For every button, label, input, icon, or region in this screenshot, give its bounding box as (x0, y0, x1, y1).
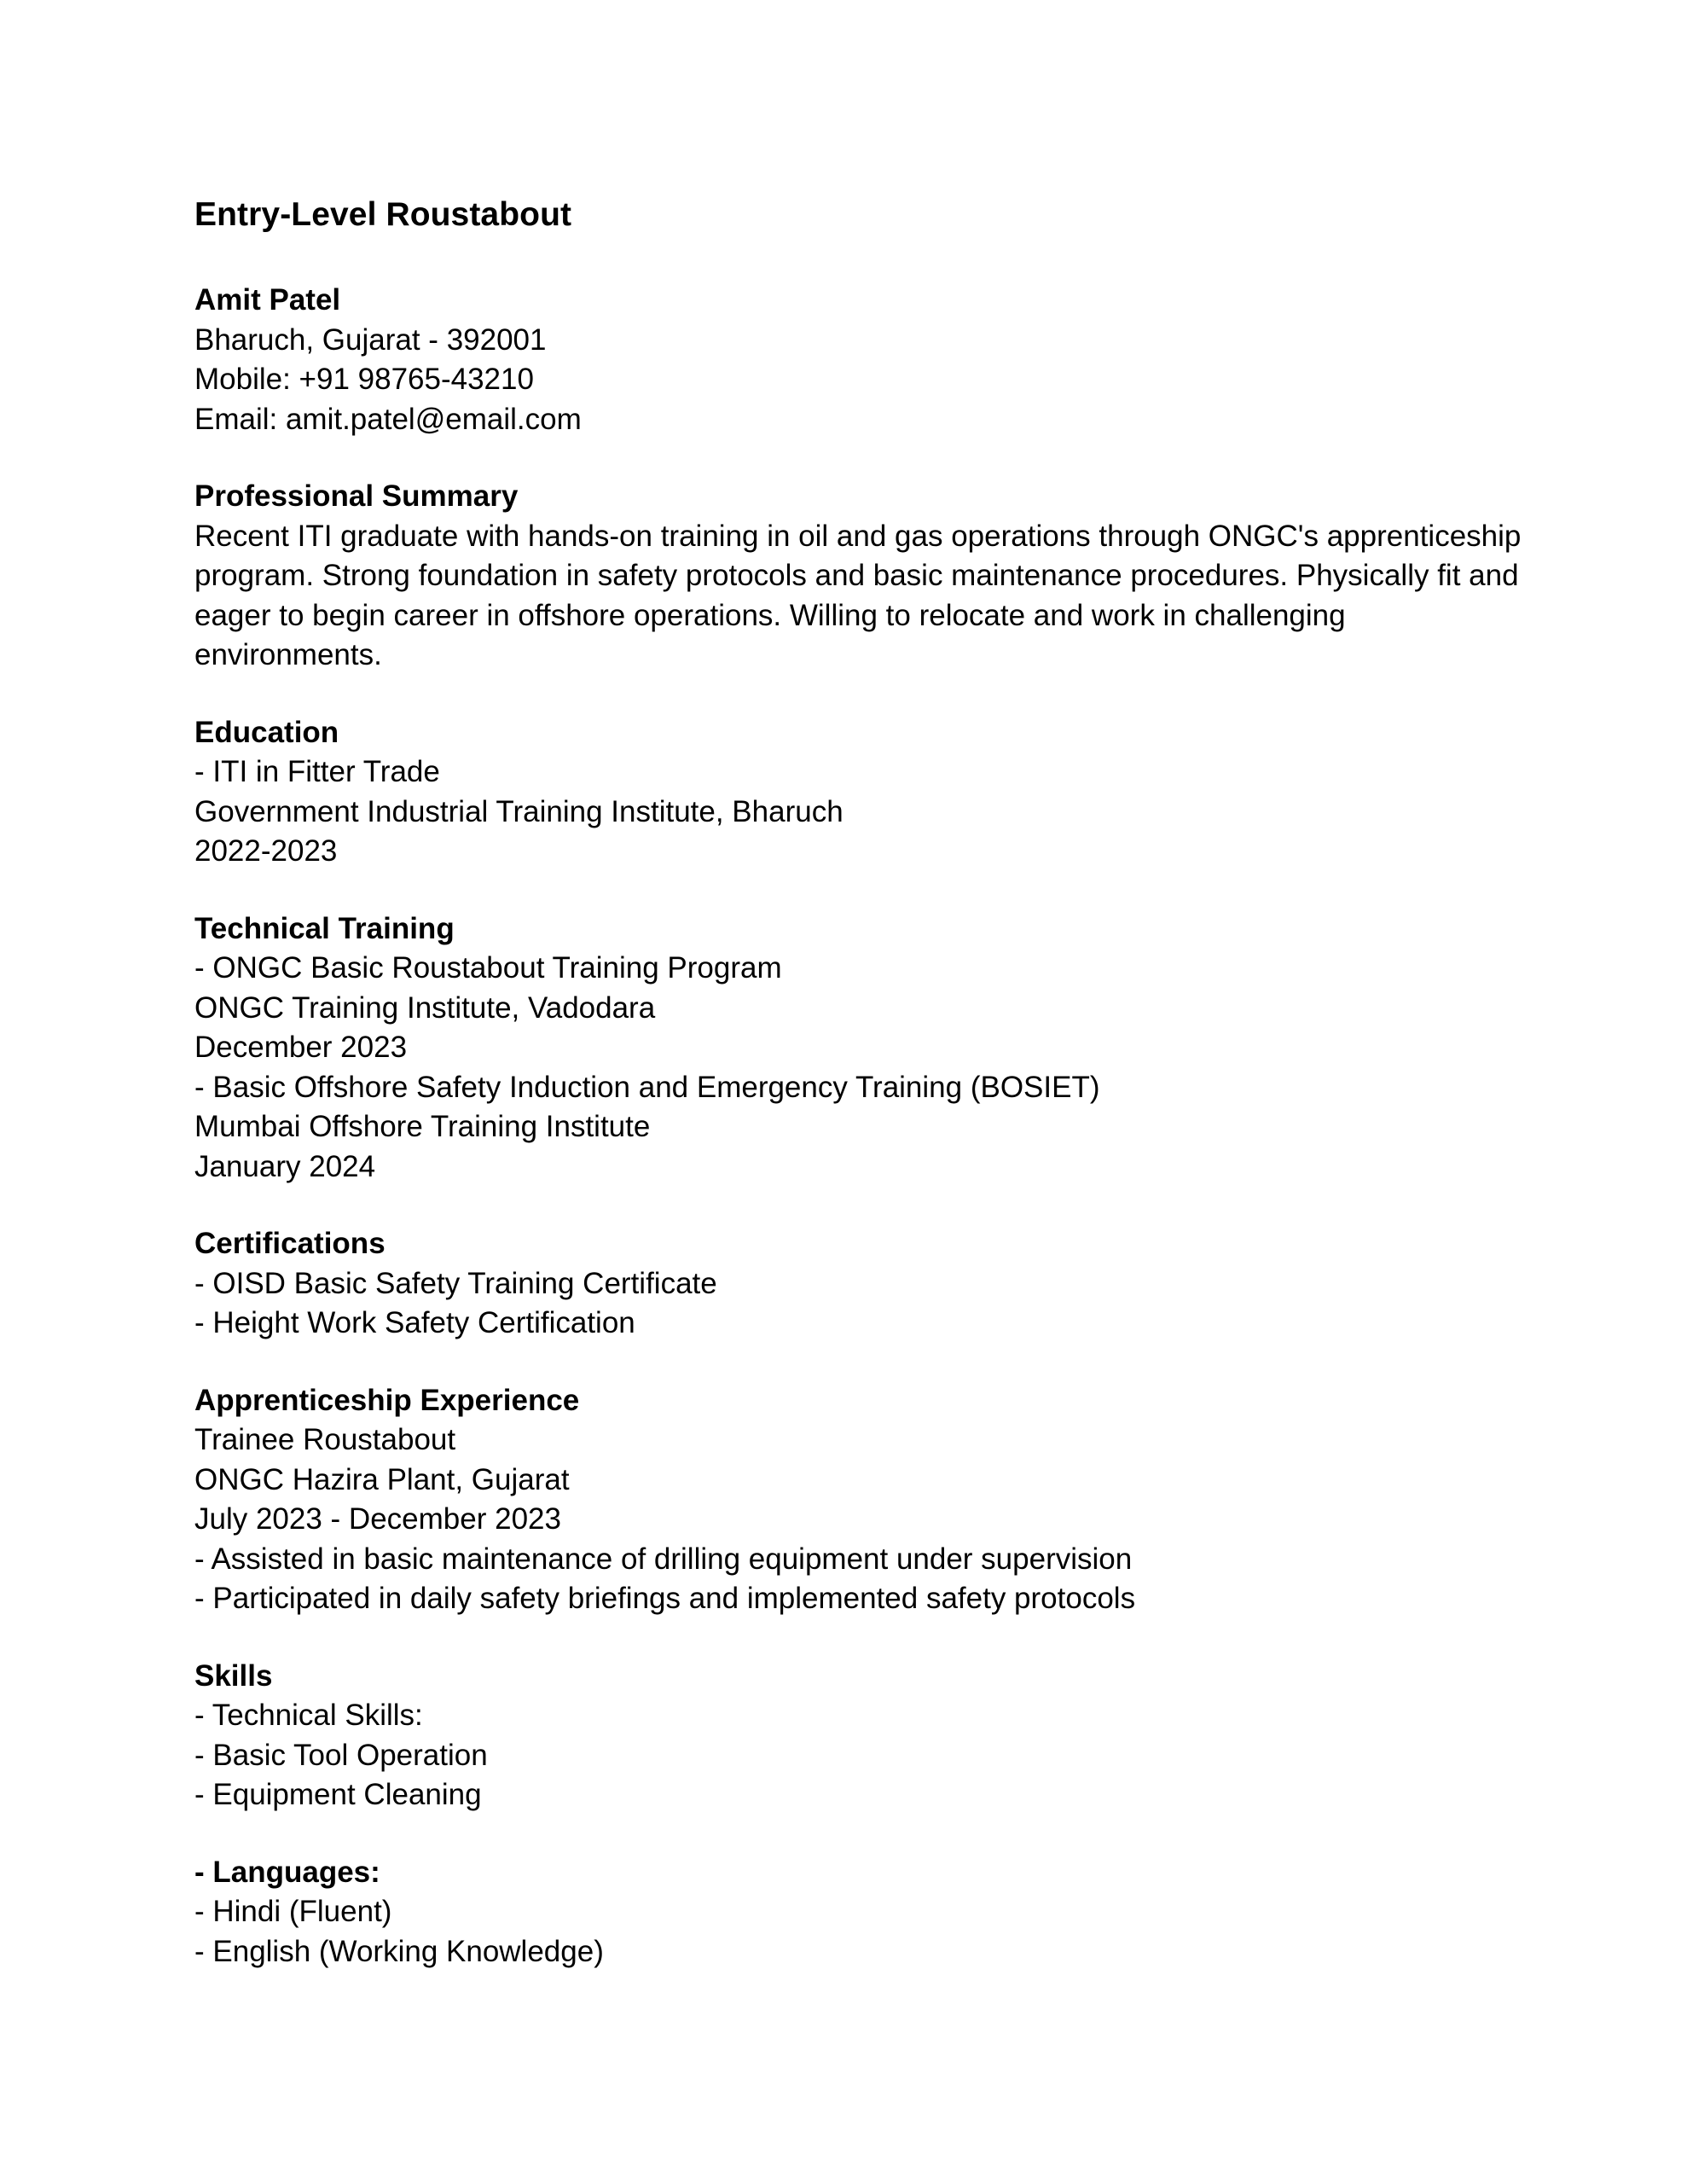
technical-training-line: December 2023 (194, 1031, 408, 1064)
candidate-location: Bharuch, Gujarat - 392001 (194, 322, 547, 357)
section-heading-apprenticeship: Apprenticeship Experience (194, 1383, 580, 1417)
certification-line: - OISD Basic Safety Training Certificate (194, 1266, 717, 1300)
apprenticeship-line: ONGC Hazira Plant, Gujarat (194, 1462, 570, 1496)
education-line: - ITI in Fitter Trade (194, 755, 440, 788)
section-certifications (194, 1224, 1533, 1344)
section-heading-summary: Professional Summary (194, 479, 519, 513)
technical-training-line: January 2024 (194, 1149, 376, 1183)
apprenticeship-line: - Participated in daily safety briefings and implemented safety protocols (194, 1582, 1136, 1615)
technical-training-line: ONGC Training Institute, Vadodara (194, 990, 656, 1025)
apprenticeship-line: Trainee Roustabout (194, 1423, 456, 1456)
candidate-name: Amit Patel (194, 283, 341, 317)
section-technical-training (194, 909, 1533, 1188)
language-line: - Hindi (Fluent) (194, 1895, 392, 1928)
education-line: 2022-2023 (194, 834, 338, 868)
section-languages (194, 1853, 1533, 1972)
technical-training-line: - Basic Offshore Safety Induction and Emergency Training (BOSIET) (194, 1070, 1100, 1104)
technical-training-line: Mumbai Offshore Training Institute (194, 1110, 651, 1143)
section-professional-summary (194, 477, 1533, 676)
candidate-mobile: Mobile: +91 98765-43210 (194, 363, 534, 396)
apprenticeship-line: - Assisted in basic maintenance of drilling equipment under supervision (194, 1542, 1133, 1576)
certification-line: - Height Work Safety Certification (194, 1306, 635, 1339)
document-content (194, 198, 1533, 1972)
section-heading-skills: Skills (194, 1658, 273, 1693)
section-heading-education: Education (194, 715, 339, 749)
technical-training-line: - ONGC Basic Roustabout Training Program (194, 951, 782, 985)
contact-block (194, 281, 1533, 439)
section-skills (194, 1657, 1533, 1815)
education-line: Government Industrial Training Institute, Bharuch (194, 794, 844, 828)
skill-line: - Equipment Cleaning (194, 1778, 482, 1811)
section-heading-languages: - Languages: (194, 1855, 380, 1889)
skill-line: - Technical Skills: (194, 1699, 423, 1732)
apprenticeship-line: July 2023 - December 2023 (194, 1502, 561, 1536)
section-heading-certifications: Certifications (194, 1227, 386, 1260)
section-education (194, 713, 1533, 872)
candidate-email: Email: amit.patel@email.com (194, 402, 582, 436)
section-apprenticeship-experience (194, 1381, 1533, 1619)
summary-body: Recent ITI graduate with hands-on training in oil and gas operations through ONGC's apprenticeship program. Strong foundation in safety protocols and basic maintenance procedures. Physically fit and eager to begin career in offshore operations. Willing to relocate and work in challenging environments. (194, 519, 1522, 671)
skill-line: - Basic Tool Operation (194, 1738, 488, 1772)
page-title: Entry-Level Roustabout (194, 196, 572, 233)
language-line: - English (Working Knowledge) (194, 1934, 604, 1968)
section-heading-technical-training: Technical Training (194, 911, 455, 945)
